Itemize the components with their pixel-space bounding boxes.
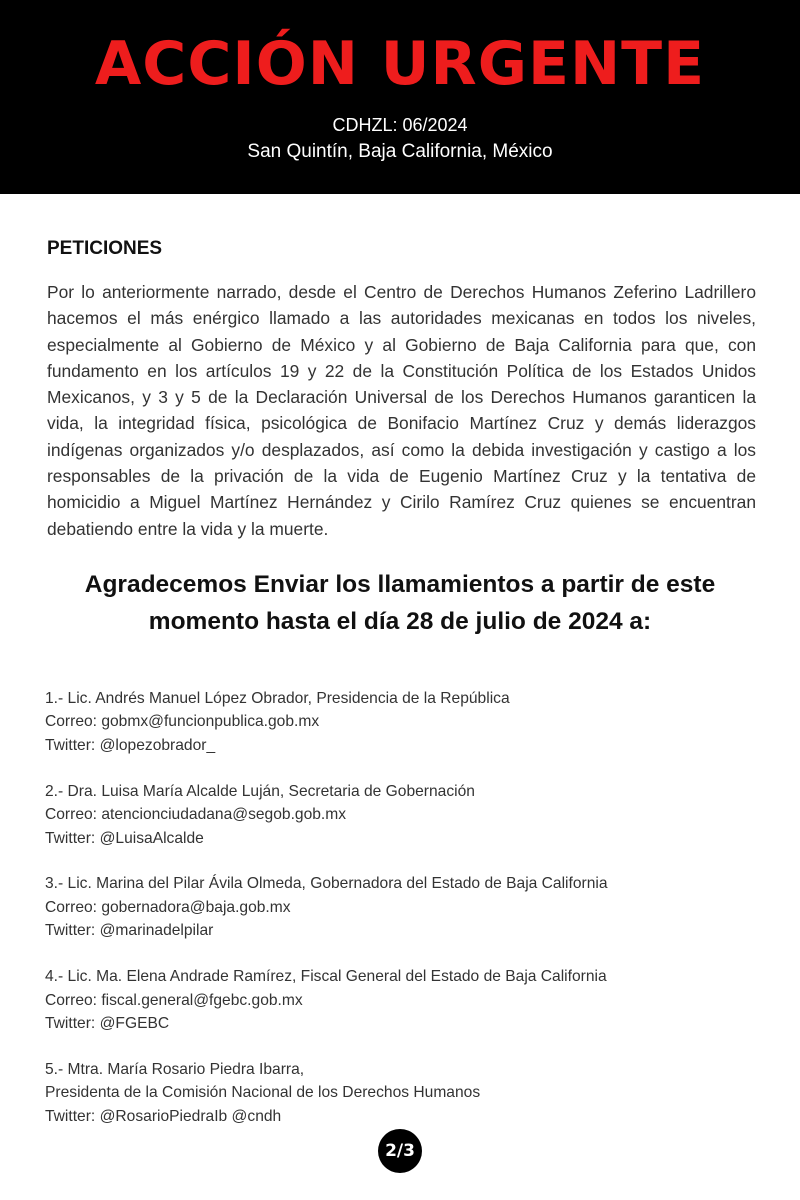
call-to-action bbox=[40, 566, 760, 640]
contact-twitter: Twitter: @LuisaAlcalde bbox=[45, 829, 204, 847]
contact-name: 4.- Lic. Ma. Elena Andrade Ramírez, Fiscal General del Estado de Baja California bbox=[45, 968, 607, 986]
contact-item-3 bbox=[45, 872, 785, 942]
contact-item-5 bbox=[45, 1058, 785, 1128]
contact-email: Correo: gobmx@funcionpublica.gob.mx bbox=[45, 713, 320, 731]
contact-name: 2.- Dra. Luisa María Alcalde Luján, Secretaria de Gobernación bbox=[45, 782, 475, 800]
header-banner bbox=[0, 0, 800, 194]
contact-email: Correo: gobernadora@baja.gob.mx bbox=[45, 898, 291, 916]
contact-email: Correo: fiscal.general@fgebc.gob.mx bbox=[45, 991, 303, 1009]
contact-twitter: Twitter: @FGEBC bbox=[45, 1014, 170, 1032]
case-reference: CDHZL: 06/2024 bbox=[332, 115, 468, 135]
petitions-paragraph: Por lo anteriormente narrado, desde el Centro de Derechos Humanos Zeferino Ladrillero hacemos el más enérgico llamado a las autoridades mexicanas en todos los niveles, especialmente al Gobierno de México y al Gobierno de Baja California para que, con fundamento en los artículos 19 y 22 de la Constitución Política de los Estados Unidos Mexicanos, y 3 y 5 de la Declaración Universal de los Derechos Humanos garanticen la vida, la integridad física, psicológica de Bonifacio Martínez Cruz y demás liderazgos indígenas organizados y/o desplazados, así como la debida investigación y castigo a los responsables de la privación de la vida de Eugenio Martínez Cruz y la tentativa de homicidio a Miguel Martínez Hernández y Cirilo Ramírez Cruz quienes se encuentran debatiendo entre la vida y la muerte. bbox=[47, 282, 756, 539]
contact-item-2 bbox=[45, 780, 785, 850]
call-line-1: Agradecemos Enviar los llamamientos a partir de este bbox=[84, 571, 716, 598]
contact-email: Correo: atencionciudadana@segob.gob.mx bbox=[45, 806, 347, 824]
contact-title: Presidenta de la Comisión Nacional de los Derechos Humanos bbox=[45, 1084, 481, 1102]
contact-name: 3.- Lic. Marina del Pilar Ávila Olmeda, Gobernadora del Estado de Baja California bbox=[45, 875, 608, 893]
contact-item-1 bbox=[45, 687, 785, 757]
contact-name: 1.- Lic. Andrés Manuel López Obrador, Presidencia de la República bbox=[45, 690, 510, 707]
petitions-heading: PETICIONES bbox=[47, 238, 163, 259]
contact-twitter: Twitter: @RosarioPiedraIb @cndh bbox=[45, 1107, 282, 1125]
contact-twitter: Twitter: @marinadelpilar bbox=[45, 922, 214, 940]
call-line-2: momento hasta el día 28 de julio de 2024 a: bbox=[148, 608, 652, 635]
contact-list bbox=[45, 687, 785, 1151]
page-indicator-badge: 2/3 bbox=[378, 1129, 422, 1173]
page-title: ACCIÓN URGENTE bbox=[94, 29, 706, 99]
contact-item-4 bbox=[45, 965, 785, 1035]
contact-name: 5.- Mtra. María Rosario Piedra Ibarra, bbox=[45, 1060, 305, 1078]
location-line: San Quintín, Baja California, México bbox=[247, 141, 553, 162]
contact-twitter: Twitter: @lopezobrador_ bbox=[45, 736, 216, 754]
